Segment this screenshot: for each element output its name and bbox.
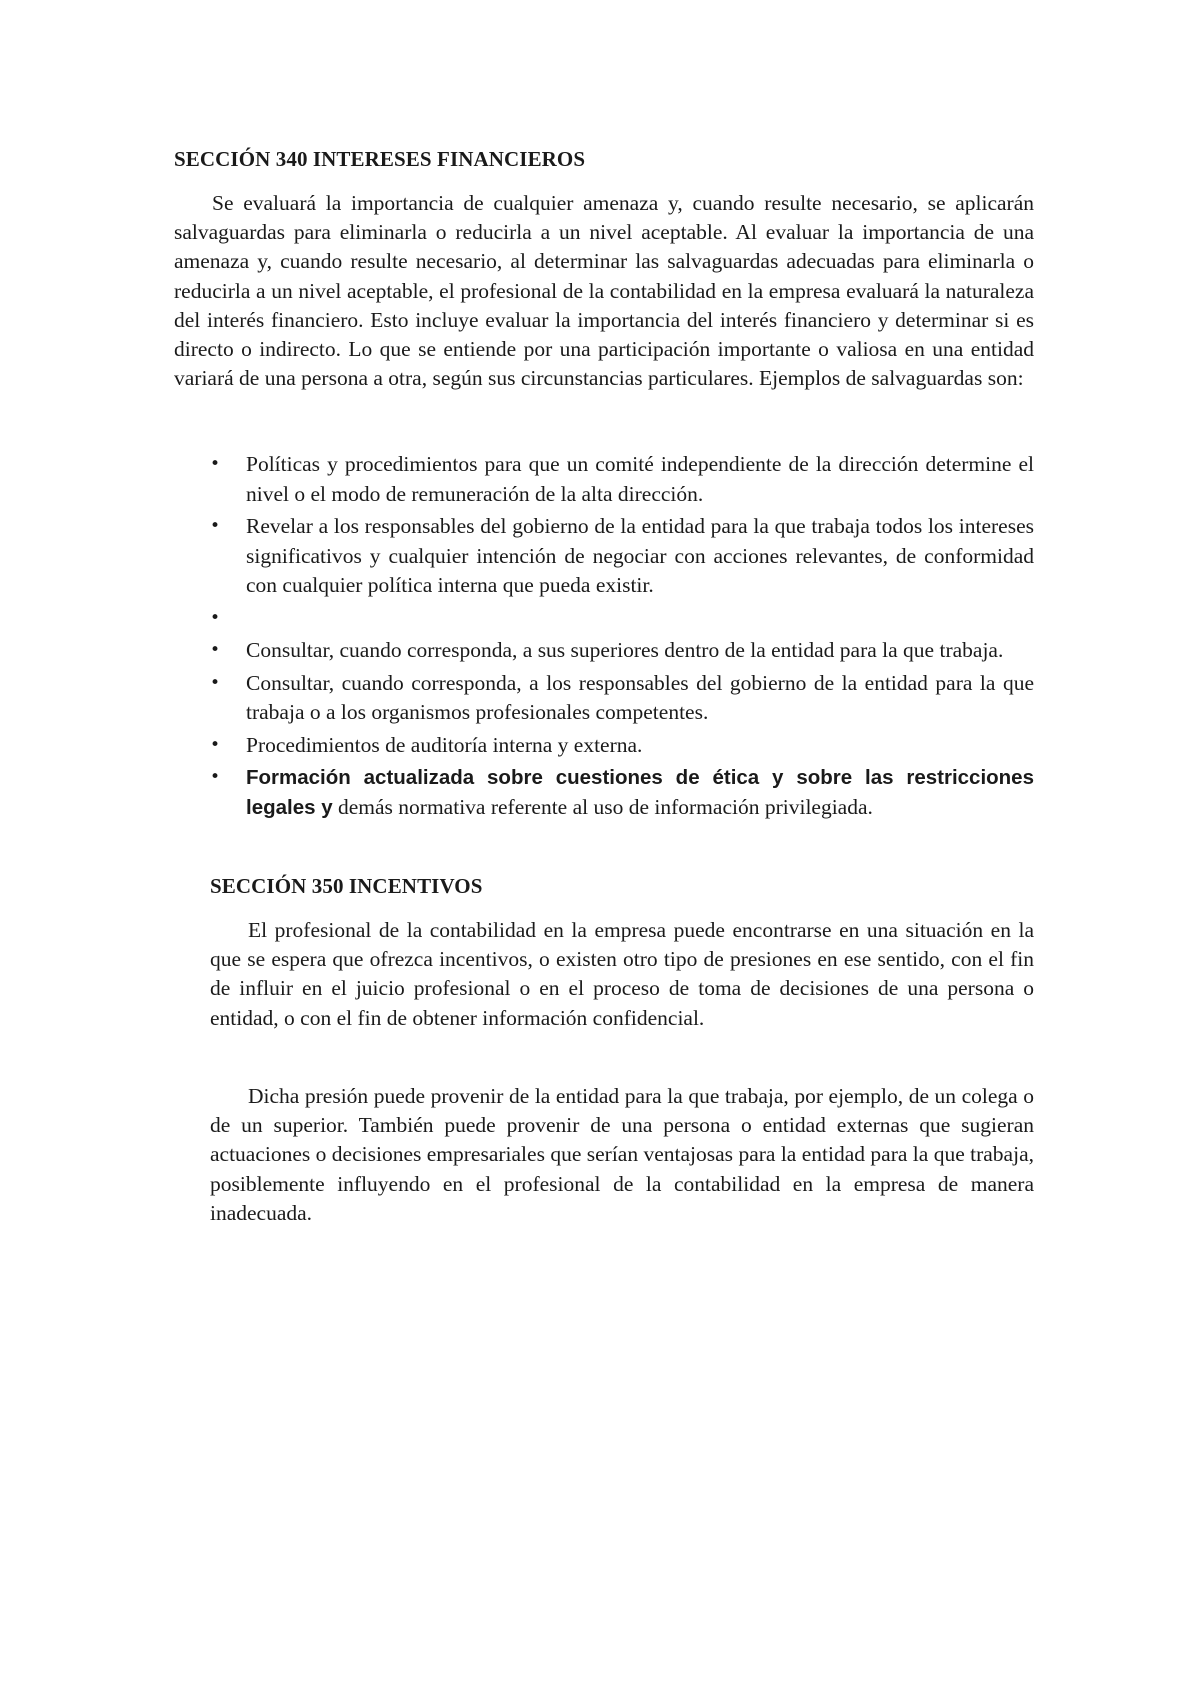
bullet-icon: • — [210, 640, 221, 660]
list-item — [202, 450, 1034, 509]
bullet-icon: • — [210, 607, 221, 628]
section-350-paragraph-2: Dicha presión puede provenir de la entidad para la que trabaja, por ejemplo, de un colega o de un superior. También puede provenir de una persona o entidad externas que sugieran actuaciones o decisiones empresariales que serían ventajosas para la entidad para la que trabaja, posiblemente influyendo en el profesional de la contabilidad en la empresa de manera inadecuada. — [210, 1084, 1034, 1225]
bullet-icon: • — [210, 516, 221, 536]
list-item-text: Consultar, cuando corresponda, a los responsables del gobierno de la entidad para la que trabaja o a los organismos profesionales competentes. — [246, 670, 1034, 724]
list-item — [202, 512, 1034, 601]
safeguards-list — [202, 450, 1034, 825]
bullet-icon: • — [210, 454, 221, 474]
list-item — [202, 636, 1034, 666]
list-item-bold-text: Formación actualizada sobre cuestiones de ética y sobre las restricciones legales y — [246, 766, 1034, 819]
section-340-title: SECCIÓN 340 INTERESES FINANCIEROS — [174, 147, 586, 171]
list-item — [202, 763, 1034, 822]
section-340-intro: Se evaluará la importancia de cualquier amenaza y, cuando resulte necesario, se aplicarán salvaguardas para eliminarla o reducirla a un nivel aceptable. Al evaluar la importancia de una amenaza y, cuando resulte necesario, al determinar las salvaguardas adecuadas para eliminarla o reducirla a un nivel aceptable, el profesional de la contabilidad en la empresa evaluará la naturaleza del interés financiero. Esto incluye evaluar la importancia del interés financiero y determinar si es directo o indirecto. Lo que se entiende por una participación importante o valiosa en una entidad variará de una persona a otra, según sus circunstancias particulares. Ejemplos de salvaguardas son: — [174, 191, 1034, 391]
list-item-text: Políticas y procedimientos para que un comité independiente de la dirección determine el nivel o el modo de remuneración de la alta dirección. — [246, 452, 1034, 506]
bullet-icon: • — [210, 767, 221, 787]
list-item-text: Procedimientos de auditoría interna y externa. — [246, 732, 643, 757]
list-item-text: Revelar a los responsables del gobierno de la entidad para la que trabaja todos los intereses significativos y cualquier intención de negociar con acciones relevantes, de conformidad con cualquier política interna que pueda existir. — [246, 514, 1034, 597]
bullet-icon: • — [210, 734, 221, 755]
section-350-paragraph-1: El profesional de la contabilidad en la empresa puede encontrarse en una situación en la que se espera que ofrezca incentivos, o existen otro tipo de presiones en ese sentido, con el fin de influir en el juicio profesional o en el proceso de toma de decisiones de una persona o entidad, o con el fin de obtener información confidencial. — [210, 918, 1034, 1030]
bullet-icon: • — [210, 672, 221, 693]
list-item-text: Consultar, cuando corresponda, a sus superiores dentro de la entidad para la que trabaja. — [246, 638, 1004, 662]
section-350-title: SECCIÓN 350 INCENTIVOS — [210, 874, 483, 898]
list-item — [202, 731, 1034, 761]
list-item-text: demás normativa referente al uso de información privilegiada. — [332, 794, 873, 819]
list-item — [202, 604, 1034, 634]
list-item — [202, 669, 1034, 728]
